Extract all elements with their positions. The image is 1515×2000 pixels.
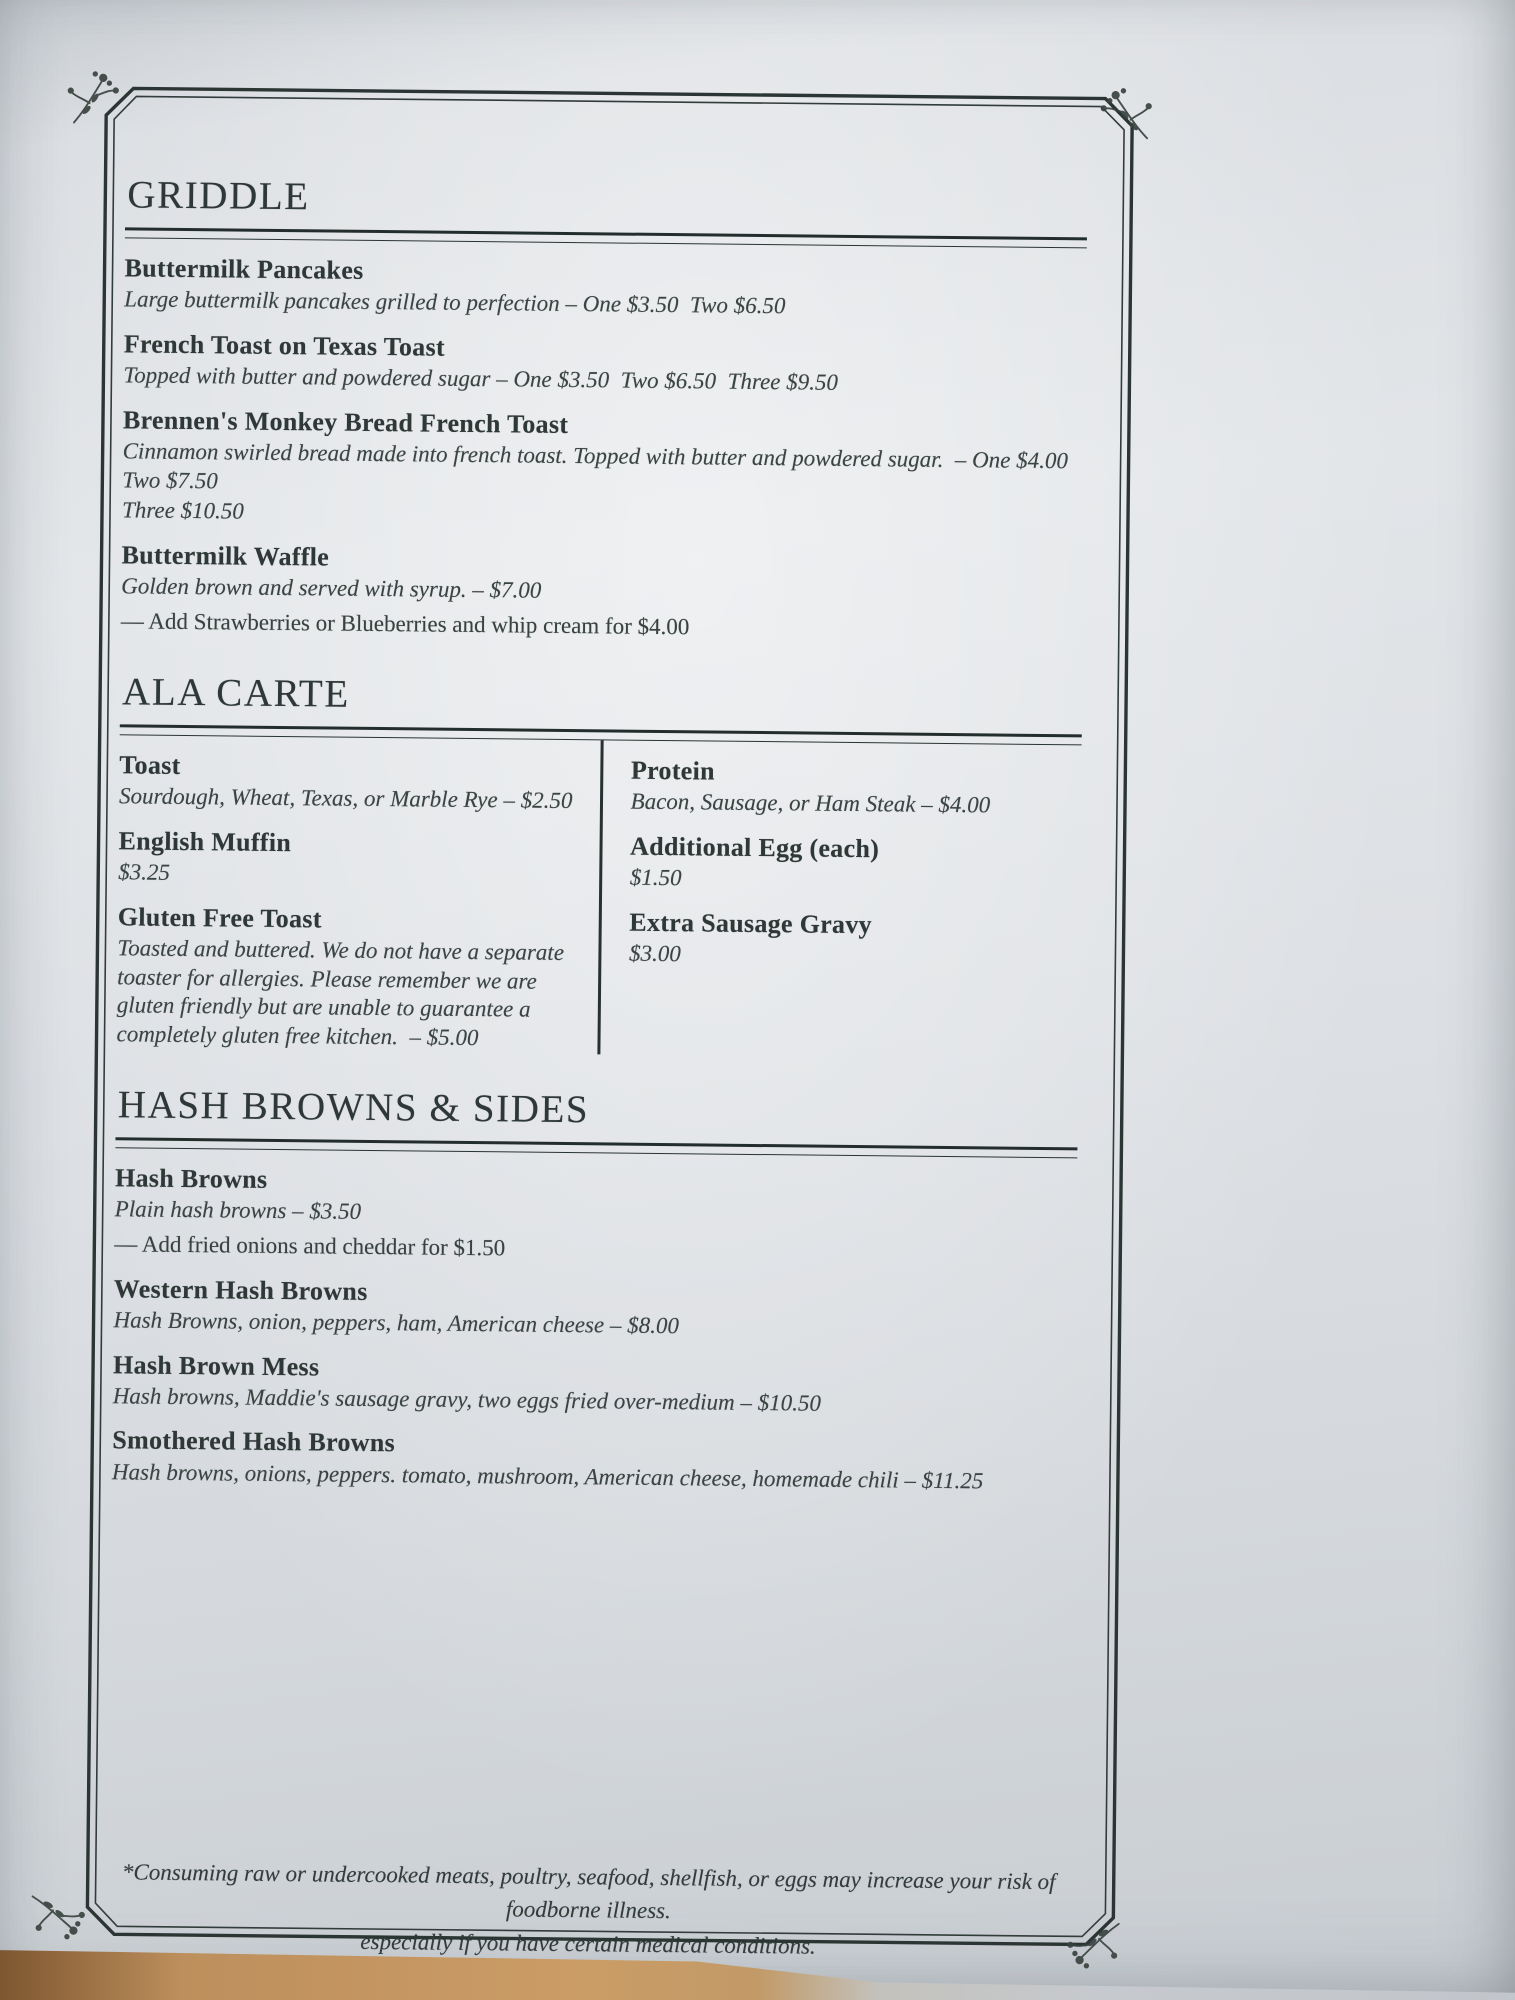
- item-name: Gluten Free Toast: [117, 902, 322, 934]
- item-description: Toasted and buttered. We do not have a separate toaster for allergies. Please remember we are gluten friendly but are unable to guarantee a completely gluten free kitchen. – $5.00: [116, 935, 570, 1051]
- menu-item: [630, 830, 1081, 897]
- menu-item: [113, 1273, 1076, 1345]
- menu-item: [124, 252, 1087, 324]
- floral-ornament-icon: [1091, 76, 1160, 145]
- item-name: Brennen's Monkey Bread French Toast: [122, 405, 569, 439]
- item-name: Smothered Hash Browns: [112, 1425, 396, 1458]
- section-rule: [115, 1137, 1077, 1158]
- menu-item: [118, 825, 574, 892]
- menu-item: [629, 906, 1080, 973]
- section-ala-carte: [116, 670, 1082, 1059]
- item-note: — Add Strawberries or Blueberries and whip cream for $4.00: [120, 608, 690, 640]
- menu-item: [630, 754, 1081, 821]
- ala-carte-columns: [116, 735, 1081, 1059]
- item-name: Hash Brown Mess: [112, 1349, 320, 1381]
- item-name: Additional Egg (each): [630, 831, 880, 864]
- menu-item: [114, 1162, 1077, 1269]
- section-title: ALA CARTE: [121, 670, 351, 716]
- section-rule: [125, 227, 1087, 248]
- item-name: Hash Browns: [114, 1163, 268, 1194]
- floral-ornament-icon: [59, 58, 130, 129]
- section-hash-browns: [112, 1083, 1078, 1497]
- item-description: Topped with butter and powdered sugar – One $3.50 Two $6.50 Three $9.50: [123, 362, 839, 395]
- disclaimer-line: *Consuming raw or undercooked meats, poultry, seafood, shellfish, or eggs may increase your risk of foodborne illness.: [121, 1859, 1056, 1924]
- item-name: Extra Sausage Gravy: [629, 907, 873, 939]
- item-name: Western Hash Browns: [113, 1273, 368, 1306]
- item-name: French Toast on Texas Toast: [123, 329, 446, 362]
- item-description: Sourdough, Wheat, Texas, or Marble Rye – $2.50: [118, 783, 573, 814]
- item-description: Cinnamon swirled bread made into french toast. Topped with butter and powdered sugar. – One $4.00 Two $7.50: [122, 438, 1080, 493]
- item-description: Bacon, Sausage, or Ham Steak – $4.00: [630, 788, 991, 818]
- menu-item: [116, 901, 573, 1054]
- disclaimer-line: especially if you have certain medical conditions.: [360, 1928, 816, 1959]
- ala-carte-right-column: [600, 740, 1082, 1059]
- item-description: Large buttermilk pancakes grilled to perfection – One $3.50 Two $6.50: [124, 286, 786, 319]
- item-description: Plain hash browns – $3.50: [114, 1196, 362, 1224]
- item-price: $1.50: [629, 864, 682, 891]
- menu-item: [123, 328, 1086, 400]
- item-name: English Muffin: [118, 826, 292, 857]
- item-description: Hash browns, Maddie's sausage gravy, two eggs fried over-medium – $10.50: [112, 1382, 822, 1416]
- section-title: HASH BROWNS & SIDES: [117, 1083, 590, 1132]
- menu-item: [119, 749, 575, 816]
- item-description: Hash browns, onions, peppers. tomato, mushroom, American cheese, homemade chili – $11.25: [111, 1458, 984, 1494]
- item-description: Three $10.50: [121, 497, 244, 525]
- section-title: GRIDDLE: [127, 173, 310, 219]
- item-note: — Add fried onions and cheddar for $1.50: [114, 1230, 506, 1261]
- item-name: Protein: [630, 755, 716, 786]
- menu-item: [121, 539, 1084, 646]
- item-description: Hash Browns, onion, peppers, ham, American cheese – $8.00: [113, 1307, 680, 1338]
- item-price: $3.25: [118, 859, 171, 885]
- ala-carte-left-column: [116, 735, 574, 1054]
- menu-content: [112, 143, 1088, 1496]
- menu-item: [113, 1349, 1076, 1421]
- floral-ornament-icon: [26, 1883, 95, 1952]
- item-description: Golden brown and served with syrup. – $7.00: [121, 573, 542, 604]
- item-name: Toast: [119, 750, 181, 780]
- item-name: Buttermilk Waffle: [121, 540, 330, 572]
- section-griddle: [121, 173, 1088, 646]
- item-price: $3.00: [628, 940, 681, 967]
- item-name: Buttermilk Pancakes: [124, 253, 364, 285]
- menu-item: [112, 1425, 1075, 1497]
- menu-item: [122, 404, 1085, 536]
- footer-disclaimer: [107, 1855, 1070, 1965]
